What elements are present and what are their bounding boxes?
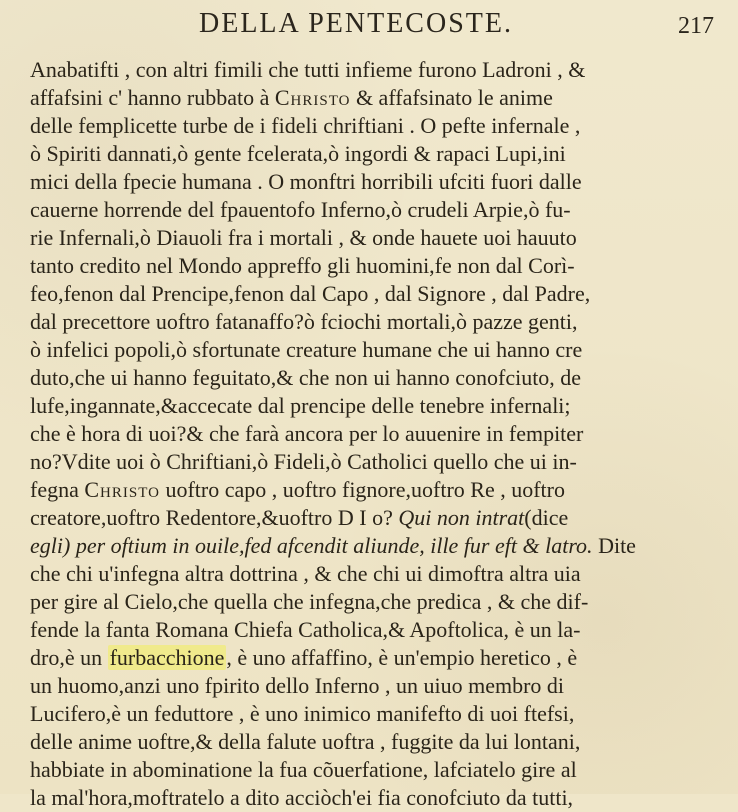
text-line: [30, 532, 730, 560]
text-segment: tanto credito nel Mondo appreffo gli huomini,fe non dal Corì-: [30, 253, 575, 278]
text-line: [30, 252, 730, 280]
text-segment: Anabatifti , con altri fimili che tutti infieme furono Ladroni , &: [30, 57, 586, 82]
text-segment: fegna: [30, 477, 85, 502]
text-line: [30, 308, 730, 336]
text-segment: Dite: [592, 533, 636, 558]
cropped-line-text: [30, 764, 36, 789]
page-number: 217: [678, 13, 714, 39]
text-line: [30, 672, 730, 700]
text-line: [30, 616, 730, 644]
cropped-bottom-line: [0, 776, 738, 794]
text-line: [30, 476, 730, 504]
text-segment: lufe,ingannate,&accecate dal prencipe delle tenebre infernali;: [30, 393, 571, 418]
text-segment: dro,è un: [30, 645, 108, 670]
text-segment: cauerne horrende del fpauentofo Inferno,ò crudeli Arpie,ò fu-: [30, 197, 571, 222]
text-segment: Qui non intrat: [398, 505, 525, 530]
text-segment: per gire al Cielo,che quella che infegna,che predica , & che dif-: [30, 589, 589, 614]
text-line: [30, 700, 730, 728]
text-segment: creatore,uoftro Redentore,&uoftro D I o?: [30, 505, 399, 530]
text-segment: mici della fpecie humana . O monftri horribili ufciti fuori dalle: [30, 169, 582, 194]
text-line: [30, 56, 730, 84]
highlighted-word: furbacchione: [109, 645, 225, 670]
text-segment: uoftro capo , uoftro fignore,uoftro Re , uoftro: [159, 477, 565, 502]
text-segment: duto,che ui hanno feguitato,& che non ui hanno conofciuto, de: [30, 365, 582, 390]
text-segment: no?Vdite uoi ò Chriftiani,ò Fideli,ò Catholici quello che ui in-: [30, 449, 577, 474]
text-segment: affafsini c' hanno rubbato à: [30, 85, 275, 110]
text-segment: (dice: [524, 505, 569, 530]
text-line: [30, 364, 730, 392]
text-segment: delle femplicette turbe de i fideli chriftiani . O pefte infernale ,: [30, 113, 581, 138]
text-segment: habbiate in abominatione la fua cõuerfatione, lafciatelo gire al: [30, 757, 577, 782]
page-header: [0, 5, 738, 43]
text-line: [30, 196, 730, 224]
text-segment: fende la fanta Romana Chiefa Catholica,& Apoftolica, è un la-: [30, 617, 581, 642]
running-head: DELLA PENTECOSTE.: [199, 8, 513, 39]
text-segment: che è hora di uoi?& che farà ancora per lo auuenire in fempiter: [30, 421, 584, 446]
text-line: [30, 112, 730, 140]
text-segment: & affafsinato le anime: [350, 85, 553, 110]
text-line: [30, 644, 730, 672]
text-segment: egli): [30, 533, 76, 558]
text-segment: , è uno affaffino, è un'empio heretico , è: [226, 645, 578, 670]
text-line: [30, 168, 730, 196]
text-line: [30, 588, 730, 616]
text-segment: ò infelici popoli,ò sfortunate creature humane che ui hanno cre: [30, 337, 583, 362]
text-line: [30, 336, 730, 364]
text-segment: per oftium in ouile,fed afcendit aliunde, ille fur eft & latro.: [75, 533, 593, 558]
text-segment: Christo: [274, 85, 351, 110]
text-segment: un huomo,anzi uno fpirito dello Inferno , un uiuo membro di: [30, 673, 565, 698]
text-line: [30, 448, 730, 476]
text-segment: che chi u'infegna altra dottrina , & che chi ui dimoftra altra uia: [30, 561, 581, 586]
text-segment: la mal'hora,moftratelo a dito acciòch'ei fia conofciuto da tutti,: [30, 785, 574, 810]
body-text: [30, 56, 730, 812]
cropped-line-fragment: [30, 764, 36, 790]
text-segment: feo,fenon dal Prencipe,fenon dal Capo , dal Signore , dal Padre,: [30, 281, 591, 306]
text-line: [30, 140, 730, 168]
text-line: [30, 84, 730, 112]
text-segment: Christo: [84, 477, 160, 502]
text-segment: dal precettore uoftro fatanaffo?ò fciochi mortali,ò pazze genti,: [30, 309, 578, 334]
text-segment: ò Spiriti dannati,ò gente fcelerata,ò ingordi & rapaci Lupi,ini: [30, 141, 566, 166]
text-line: [30, 420, 730, 448]
text-line: [30, 280, 730, 308]
text-segment: Lucifero,è un feduttore , è uno inimico manifefto di uoi ftefsi,: [30, 701, 575, 726]
text-line: [30, 392, 730, 420]
text-segment: rie Infernali,ò Diauoli fra i mortali , & onde hauete uoi hauuto: [30, 225, 577, 250]
text-segment: delle anime uoftre,& della falute uoftra , fuggite da lui lontani,: [30, 729, 581, 754]
text-line: [30, 728, 730, 756]
text-line: [30, 224, 730, 252]
text-line: [30, 504, 730, 532]
text-line: [30, 560, 730, 588]
